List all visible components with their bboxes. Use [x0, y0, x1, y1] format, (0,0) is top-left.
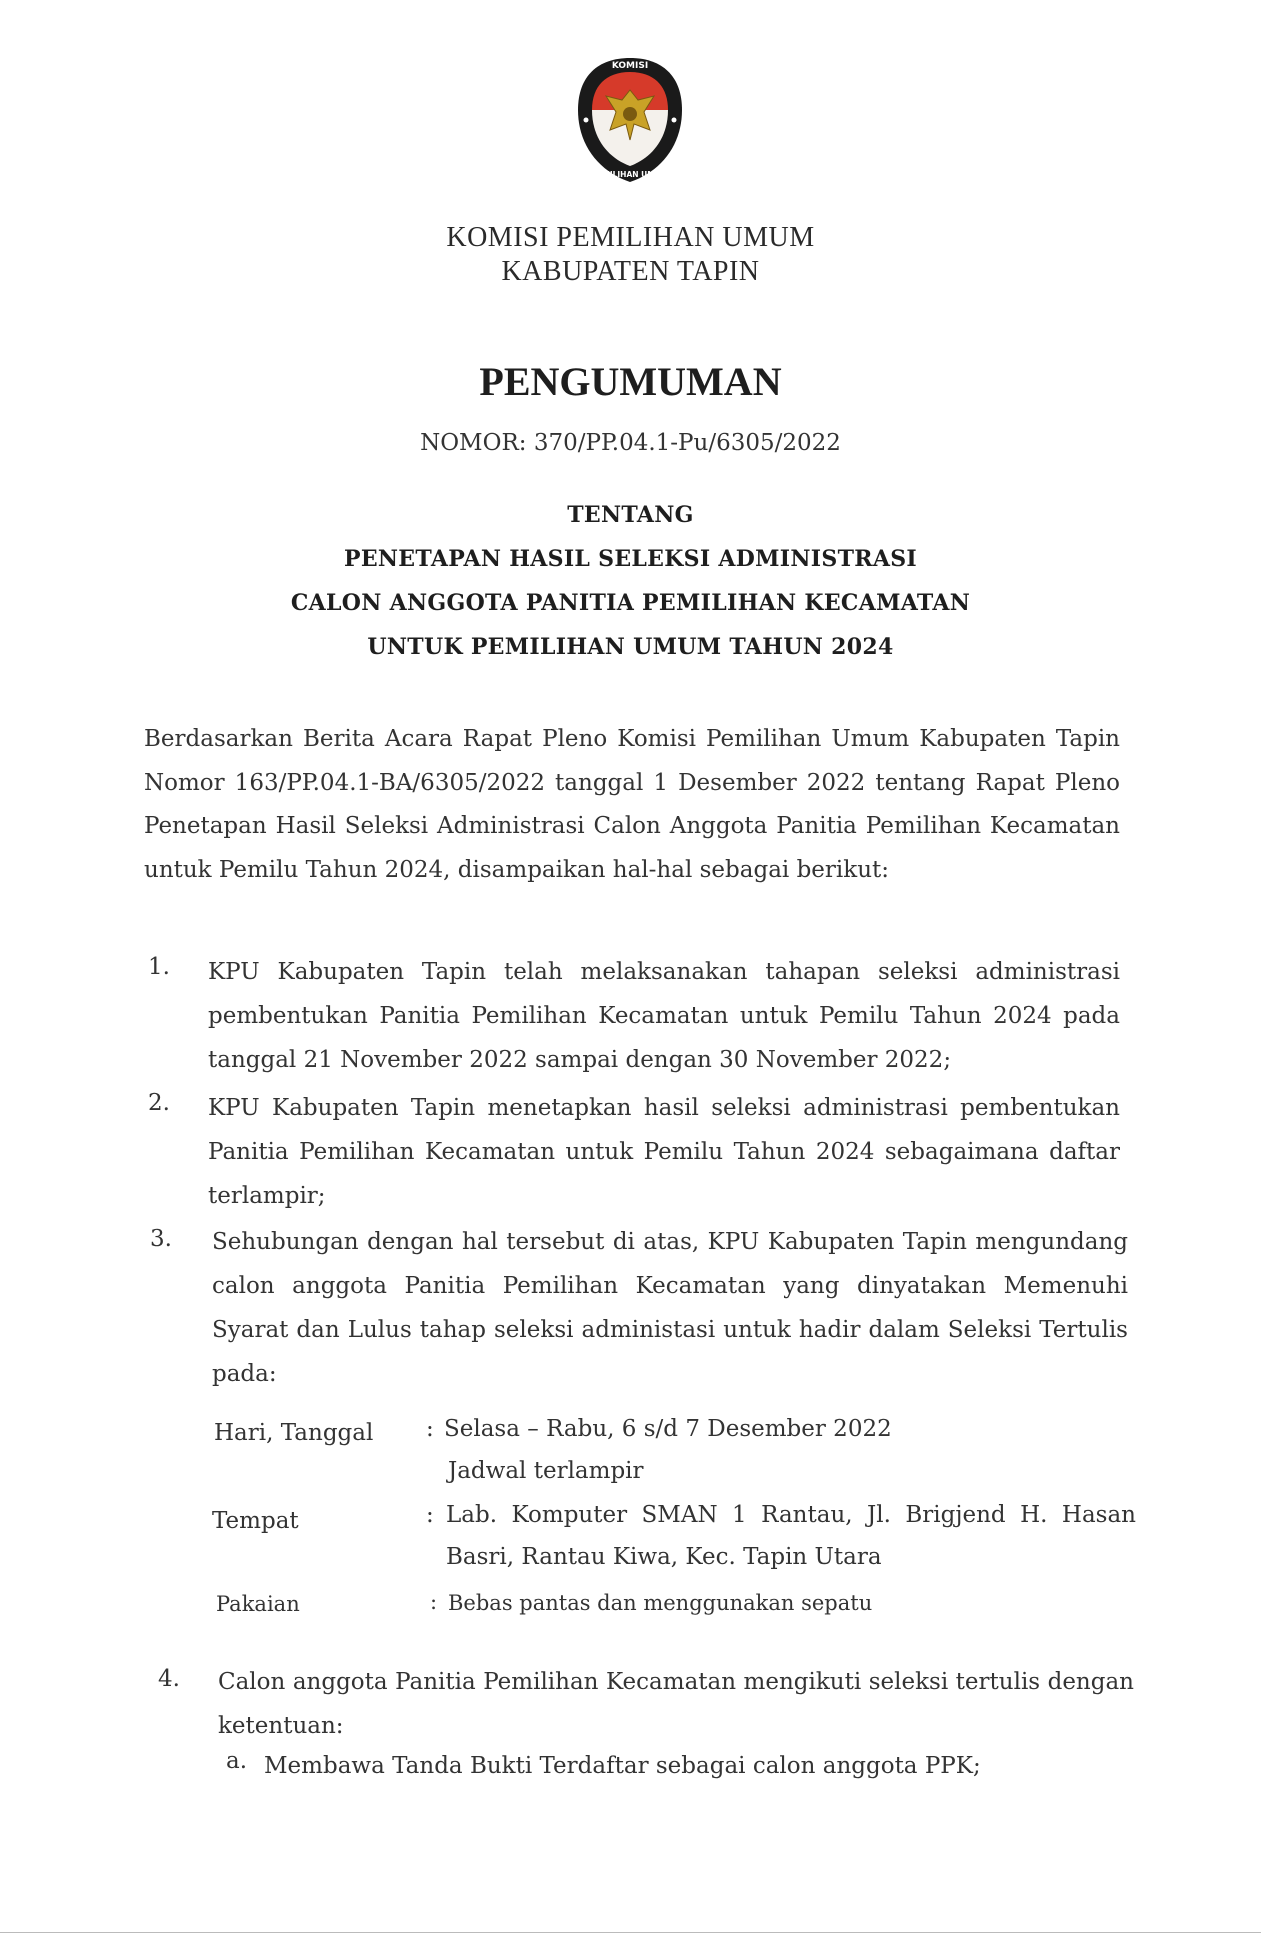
list-item-number: 3. [150, 1226, 172, 1252]
schedule-date-note: Jadwal terlampir [448, 1458, 644, 1484]
kpu-logo [574, 54, 686, 186]
schedule-date-line: Selasa – Rabu, 6 s/d 7 Desember 2022 [444, 1416, 892, 1442]
list-item-text: Sehubungan dengan hal tersebut di atas, KPU Kabupaten Tapin mengundang calon anggota Panitia Pemilihan Kecamatan yang dinyatakan Memenuhi Syarat dan Lulus tahap seleksi administasi untuk hadir dalam Seleksi Tertulis pada: [212, 1229, 1128, 1387]
sub-item-letter: a. [226, 1748, 248, 1774]
schedule-value-place: Lab. Komputer SMAN 1 Rantau, Jl. Brigjend H. Hasan Basri, Rantau Kiwa, Kec. Tapin Utara [446, 1502, 1136, 1570]
org-name: KOMISI PEMILIHAN UMUM [446, 222, 815, 253]
page-title: PENGUMUMAN [479, 359, 782, 404]
schedule-label-date: Hari, Tanggal [214, 1420, 374, 1446]
subject-line-3: UNTUK PEMILIHAN UMUM TAHUN 2024 [367, 634, 894, 660]
svg-text:PEMILIHAN UMUM: PEMILIHAN UMUM [591, 170, 669, 179]
page-edge-line [0, 1932, 1261, 1933]
schedule-value-attire: Bebas pantas dan menggunakan sepatu [448, 1591, 873, 1615]
svg-text:KOMISI: KOMISI [611, 61, 649, 71]
schedule-value-date [444, 1408, 1144, 1492]
org-region: KABUPATEN TAPIN [501, 256, 760, 287]
list-item-number: 2. [148, 1090, 170, 1116]
schedule-colon: : [426, 1416, 434, 1442]
schedule-colon: : [426, 1502, 434, 1528]
list-item-number: 1. [148, 954, 170, 980]
list-item-text: KPU Kabupaten Tapin telah melaksanakan tahapan seleksi administrasi pembentukan Panitia Pemilihan Kecamatan untuk Pemilu Tahun 2024 pada tanggal 21 November 2022 sampai dengan 30 November 2022; [208, 959, 1120, 1073]
subject-heading: TENTANG [567, 502, 694, 528]
intro-paragraph: Berdasarkan Berita Acara Rapat Pleno Komisi Pemilihan Umum Kabupaten Tapin Nomor 163/PP.04.1-BA/6305/2022 tanggal 1 Desember 2022 tentang Rapat Pleno Penetapan Hasil Seleksi Administrasi Calon Anggota Panitia Pemilihan Kecamatan untuk Pemilu Tahun 2024, disampaikan hal-hal sebagai berikut: [144, 726, 1120, 883]
list-item-text: Calon anggota Panitia Pemilihan Kecamatan mengikuti seleksi tertulis dengan ketentuan: [218, 1669, 1134, 1739]
document-number: NOMOR: 370/PP.04.1-Pu/6305/2022 [420, 430, 841, 456]
list-item-text: KPU Kabupaten Tapin menetapkan hasil seleksi administrasi pembentukan Panitia Pemilihan Kecamatan untuk Pemilu Tahun 2024 sebagaimana daftar terlampir; [208, 1095, 1120, 1209]
subject-line-1: PENETAPAN HASIL SELEKSI ADMINISTRASI [343, 546, 917, 572]
sub-item-text: Membawa Tanda Bukti Terdaftar sebagai calon anggota PPK; [264, 1753, 981, 1779]
schedule-label-attire: Pakaian [216, 1592, 300, 1616]
schedule-colon: : [430, 1590, 438, 1614]
list-item-number: 4. [158, 1666, 180, 1692]
schedule-label-place: Tempat [212, 1508, 299, 1534]
subject-line-2: CALON ANGGOTA PANITIA PEMILIHAN KECAMATAN [290, 590, 971, 616]
